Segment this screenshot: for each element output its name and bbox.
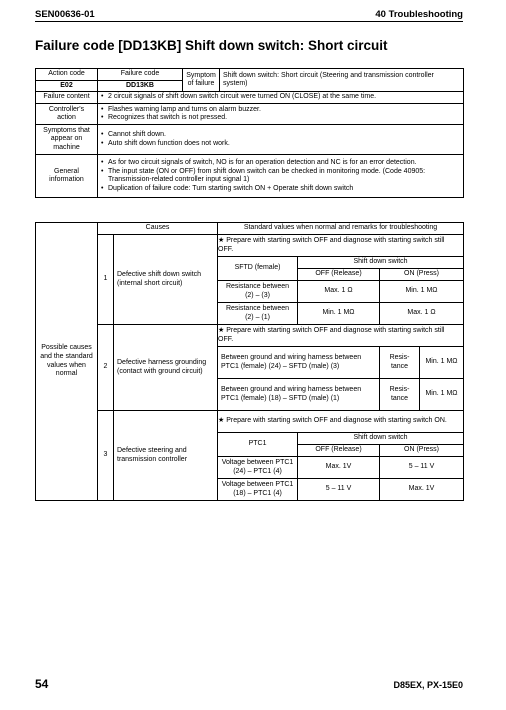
general-info-label: General information bbox=[36, 155, 98, 198]
standard-values-header: Standard values when normal and remarks for troubleshooting bbox=[218, 223, 464, 235]
causes-header: Causes bbox=[98, 223, 218, 235]
symptoms-label: Symptoms that appear on machine bbox=[36, 125, 98, 155]
failure-info-table bbox=[35, 68, 464, 198]
cause-number: 2 bbox=[98, 325, 114, 411]
on-label: ON (Press) bbox=[380, 269, 464, 281]
value-cell: Min. 1 MΩ bbox=[420, 379, 464, 411]
general-info bbox=[98, 155, 464, 198]
page-header bbox=[35, 6, 463, 22]
failure-content-label: Failure content bbox=[36, 92, 98, 104]
cause-name: Defective shift down switch (internal short circuit) bbox=[114, 235, 218, 325]
symptom-item: • Auto shift down function does not work. bbox=[101, 140, 460, 149]
off-label: OFF (Release) bbox=[298, 445, 380, 457]
section-title: 40 Troubleshooting bbox=[375, 9, 463, 20]
doc-code: SEN00636-01 bbox=[35, 9, 95, 20]
header-rule bbox=[35, 21, 463, 22]
measurement-label: Between ground and wiring harness between PTC1 (female) (18) – SFTD (male) (1) bbox=[218, 379, 380, 411]
possible-causes-label: Possible causes and the standard values when normal bbox=[36, 223, 98, 501]
value-cell: Min. 1 MΩ bbox=[420, 347, 464, 379]
page-number: 54 bbox=[35, 677, 49, 691]
prep-note: ★ Prepare with starting switch OFF and diagnose with starting switch still OFF. bbox=[218, 325, 464, 347]
value-cell: Max. 1V bbox=[298, 457, 380, 479]
measurement-label: Voltage between PTC1 (24) – PTC1 (4) bbox=[218, 457, 298, 479]
prep-note: ★ Prepare with starting switch OFF and diagnose with starting switch ON. bbox=[218, 411, 464, 433]
value-cell: 5 – 11 V bbox=[298, 479, 380, 501]
type-cell: Resis-tance bbox=[380, 379, 420, 411]
measurement-label: Between ground and wiring harness between PTC1 (female) (24) – SFTD (male) (3) bbox=[218, 347, 380, 379]
on-label: ON (Press) bbox=[380, 445, 464, 457]
failure-code: DD13KB bbox=[98, 80, 183, 92]
value-cell: Max. 1 Ω bbox=[298, 281, 380, 303]
failure-content bbox=[98, 92, 464, 104]
switch-label: Shift down switch bbox=[298, 257, 464, 269]
cause-number: 3 bbox=[98, 411, 114, 501]
switch-label: Shift down switch bbox=[298, 433, 464, 445]
symptom-text: Shift down switch: Short circuit (Steering and transmission controller system) bbox=[220, 69, 464, 92]
value-cell: Min. 1 MΩ bbox=[298, 303, 380, 325]
measurement-label: Voltage between PTC1 (18) – PTC1 (4) bbox=[218, 479, 298, 501]
connector-label: SFTD (female) bbox=[218, 257, 298, 281]
cause-number: 1 bbox=[98, 235, 114, 325]
value-cell: Min. 1 MΩ bbox=[380, 281, 464, 303]
controller-action-item: • Recognizes that switch is not pressed. bbox=[101, 114, 460, 123]
connector-label: PTC1 bbox=[218, 433, 298, 457]
prep-note: ★ Prepare with starting switch OFF and diagnose with starting switch still OFF. bbox=[218, 235, 464, 257]
general-info-item: • Duplication of failure code: Turn starting switch ON + Operate shift down switch bbox=[101, 185, 460, 194]
type-cell: Resis-tance bbox=[380, 347, 420, 379]
causes-table bbox=[35, 222, 464, 501]
controller-action-label: Controller's action bbox=[36, 104, 98, 125]
symptom-label: Symptom of failure bbox=[183, 69, 220, 92]
failure-content-item: • 2 circuit signals of shift down switch circuit were turned ON (CLOSE) at the same time. bbox=[101, 93, 460, 102]
off-label: OFF (Release) bbox=[298, 269, 380, 281]
cause-name: Defective harness grounding (contact with ground circuit) bbox=[114, 325, 218, 411]
page-title: Failure code [DD13KB] Shift down switch: Short circuit bbox=[35, 38, 388, 53]
model-name: D85EX, PX-15E0 bbox=[393, 680, 463, 690]
value-cell: 5 – 11 V bbox=[380, 457, 464, 479]
controller-action bbox=[98, 104, 464, 125]
controller-action-item: • Flashes warning lamp and turns on alarm buzzer. bbox=[101, 106, 460, 115]
action-code-label: Action code bbox=[36, 69, 98, 81]
value-cell: Max. 1V bbox=[380, 479, 464, 501]
symptom-item: • Cannot shift down. bbox=[101, 131, 460, 140]
failure-code-label: Failure code bbox=[98, 69, 183, 81]
general-info-item: • As for two circuit signals of switch, NO is for an operation detection and NC is for an error detection. bbox=[101, 159, 460, 168]
measurement-label: Resistance between (2) – (1) bbox=[218, 303, 298, 325]
general-info-item: • The input state (ON or OFF) from shift down switch can be checked in monitoring mode. (Code 40905: Transmission-related controller input signal 1) bbox=[101, 168, 460, 185]
cause-name: Defective steering and transmission controller bbox=[114, 411, 218, 501]
action-code: E02 bbox=[36, 80, 98, 92]
value-cell: Max. 1 Ω bbox=[380, 303, 464, 325]
measurement-label: Resistance between (2) – (3) bbox=[218, 281, 298, 303]
symptoms bbox=[98, 125, 464, 155]
